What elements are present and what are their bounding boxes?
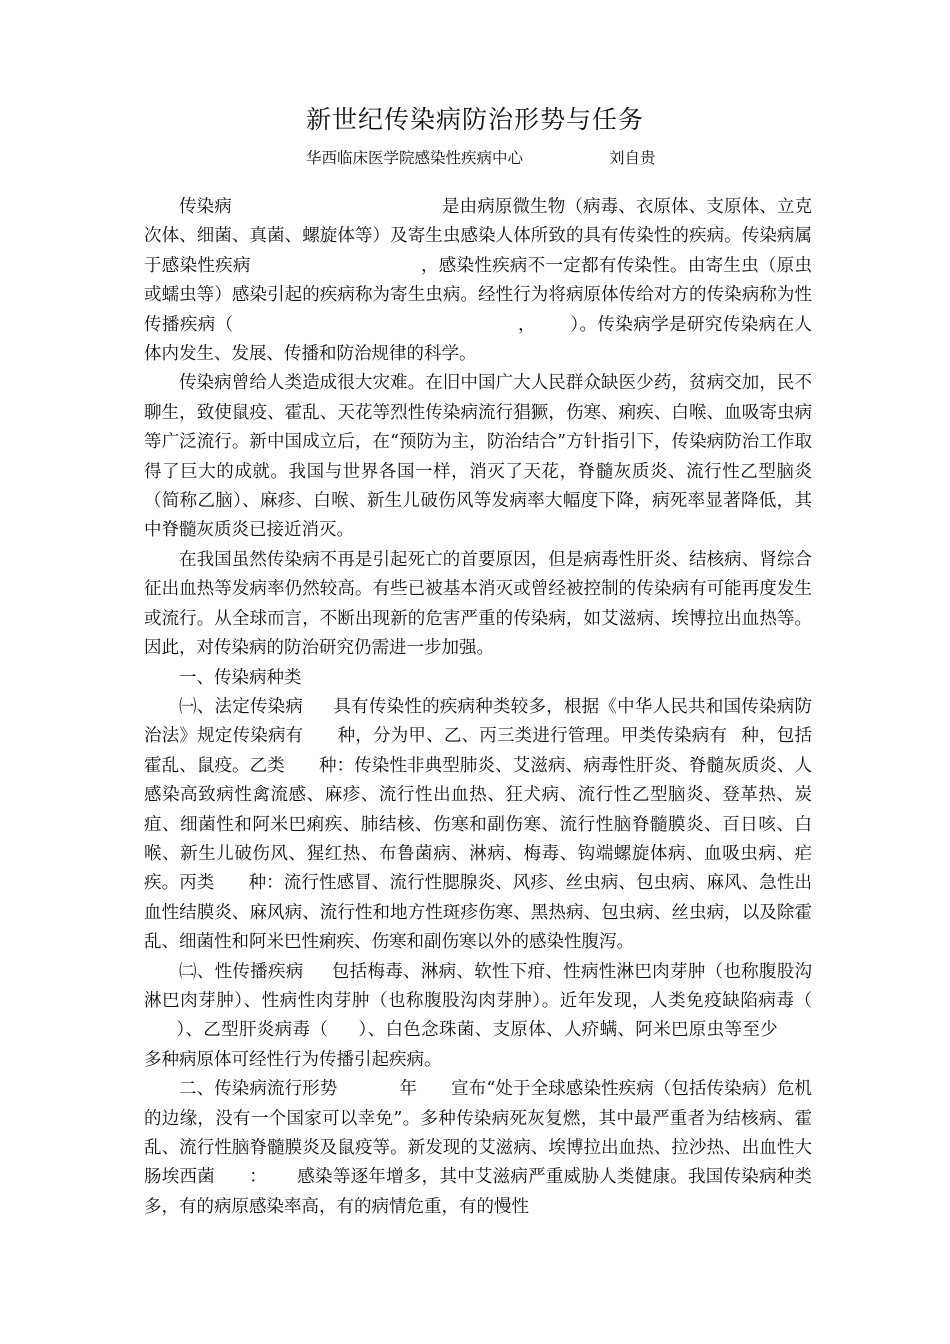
paragraph-history: 传染病曾给人类造成很大灾难。在旧中国广大人民群众缺医少药，贫病交加，民不聊生，致使鼠疫、霍乱、天花等烈性传染病流行猖獗，伤寒、痢疾、白喉、血吸寄虫病等广泛流行。新中国成立后，在“预防为主，防治结合”方针指引下，传染病防治工作取得了巨大的成就。我国与世界各国一样，消灭了天花，脊髓灰质炎、流行性乙型脑炎（简称乙脑）、麻疹、白喉、新生儿破伤风等发病率大幅度下降，病死率显著降低，其中脊髓灰质炎已接近消灭。 [144,373,812,541]
author-name: 刘自贵 [609,149,656,167]
paragraph-notifiable-diseases: ㈠、法定传染病 具有传染性的疾病种类较多，根据《中华人民共和国传染病防治法》规定传染病有 种，分为甲、乙、丙三类进行管理。甲类传染病有 种，包括霍乱、鼠疫。乙类 种：传染性非典型肺炎、艾滋病、病毒性肝炎、脊髓灰质炎、人感染高致病性禽流感、麻疹、流行性出血热、狂犬病、流行性乙型脑炎、登革热、炭疽、细菌性和阿米巴痢疾、肺结核、伤寒和副伤寒、流行性脑脊髓膜炎、百日咳、白喉、新生儿破伤风、猩红热、布鲁菌病、淋病、梅毒、钩端螺旋体病、血吸虫病、疟疾。丙类 种：流行性感冒、流行性腮腺炎、风疹、丝虫病、包虫病、麻风、急性出血性结膜炎、麻风病、流行性和地方性斑疹伤寒、黑热病、包虫病、丝虫病，以及除霍乱、细菌性和阿米巴性痢疾、伤寒和副伤寒以外的感染性腹泻。 [144,696,813,953]
section-heading-types: 一、传染病种类 [179,667,302,688]
paragraph-current-situation: 在我国虽然传染病不再是引起死亡的首要原因，但是病毒性肝炎、结核病、肾综合征出血热等发病率仍然较高。有些已被基本消灭或曾经被控制的传染病有可能再度发生或流行。从全球而言，不断出现新的危害严重的传染病，如艾滋病、埃博拉出血热等。因此，对传染病的防治研究仍需进一步加强。 [144,549,812,659]
paragraph-epidemic-situation: 二、传染病流行形势 年 宣布“处于全球感染性疾病（包括传染病）危机的边缘，没有一个国家可以幸免”。多种传染病死灰复燃，其中最严重者为结核病、霍乱、流行性脑脊髓膜炎及鼠疫等。新发现的艾滋病、埃博拉出血热、拉沙热、出血性大肠埃西菌 ： 感染等逐年增多，其中艾滋病严重威胁人类健康。我国传染病种类多，有的病原感染率高，有的病情危重，有的慢性 [144,1079,813,1217]
document-title: 新世纪传染病防治形势与任务 [305,105,644,134]
paragraph-sexually-transmitted: ㈡、性传播疾病 包括梅毒、淋病、软性下疳、性病性淋巴肉芽肿（也称腹股沟淋巴肉芽肿）、性病性肉芽肿（也称腹股沟肉芽肿）。近年发现，人类免疫缺陷病毒（）、乙型肝炎病毒（ ）、白色念珠菌、支原体、人疥螨、阿米巴原虫等至少多种病原体可经性行为传播引起疾病。 [144,961,813,1070]
author-affiliation: 华西临床医学院感染性疾病中心 [306,149,524,167]
paragraph-definition: 传染病 是由病原微生物（病毒、衣原体、支原体、立克次体、细菌、真菌、螺旋体等）及寄生虫感染人体所致的具有传染性的疾病。传染病属于感染性疾病 ，感染性疾病不一定都有传染性。由寄生虫（原虫或蠕虫等）感染引起的疾病称为寄生虫病。经性行为将病原体传给对方的传染病称为性传播疾病（ ， ）。传染病学是研究传染病在人体内发生、发展、传播和防治规律的科学。 [144,197,813,365]
document-body [144,193,812,1222]
